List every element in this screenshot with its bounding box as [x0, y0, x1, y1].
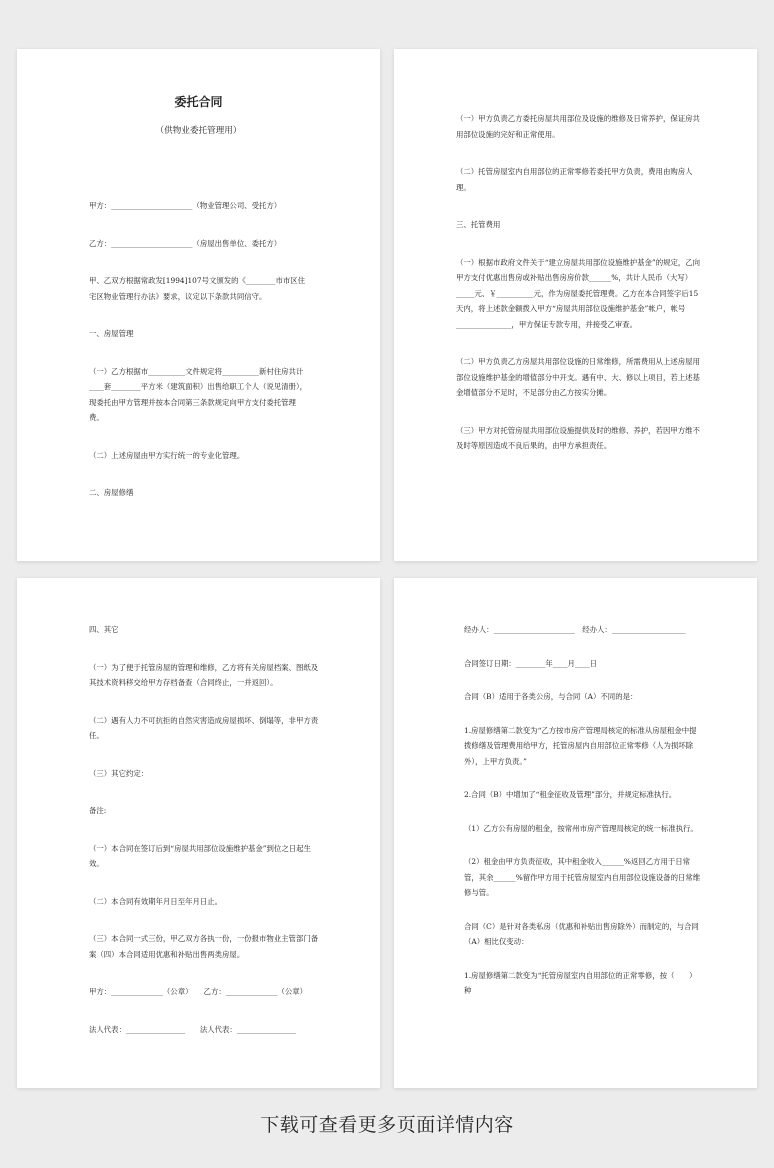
signature-line-2: 法人代表：________________ 法人代表：________________	[89, 1024, 296, 1034]
download-prompt-text: 下载可查看更多页面详情内容	[260, 1114, 514, 1136]
other-paragraph-2: （二）遇有人力不可抗拒的自然灾害造成房屋损坏、倒塌等，非甲方责任。	[89, 715, 319, 740]
repair-paragraph-2: （二）托管房屋室内自用部位的正常零修若委托甲方负责，费用由购房人理。	[456, 167, 693, 192]
section-3-heading: 三、托管费用	[456, 220, 501, 229]
fee-paragraph-3: （三）甲方对托管房屋共用部位设施提供及时的维修、养护，若因甲方维不及时等原因造成不良后果的，由甲方承担责任。	[456, 425, 700, 450]
section-1-paragraph-1: （一）乙方根据市__________文件规定将__________新村住房共计____套________平方米（建筑面积）出售给职工个人（说见清册），现委托由甲方管理并按本合同第三条款规定向甲方支付委托管理费。	[89, 366, 308, 422]
contract-b-item-2-2: （2）租金由甲方负责征收，其中租金收入______%返回乙方用于日常管，其余______%留作甲方用于托管房屋室内自用部位设施设备的日常维修与管。	[464, 857, 701, 897]
note-paragraph-3: （三）本合同一式三份，甲乙双方各执一份，一份报市物业主管部门备案（四）本合同适用优惠和补贴出售两类房屋。	[89, 934, 319, 959]
signing-date-line: 合同签订日期：________年____月____日	[464, 658, 598, 668]
contract-b-intro: 合同（B）适用于各类公房，与合同（A）不同的是：	[464, 692, 638, 701]
document-page-4	[394, 578, 757, 1088]
contract-b-item-1: 1.房屋修缮第二款变为“乙方按市房产管理局核定的标准从房屋租金中提拨修缮及管理费用给甲方，托管房屋内自用部位正常零修（人为损坏除外），上甲方负责。”	[464, 725, 697, 766]
contract-b-item-2-1: （1）乙方公有房屋的租金，按常州市房产管理局核定的统一标准执行。	[464, 823, 698, 833]
section-2-heading: 二、房屋修缮	[89, 488, 134, 497]
repair-paragraph-1: （一）甲方负责乙方委托房屋共用部位及设施的维修及日常养护，保证房共用部位设施的完好和正常使用。	[456, 114, 700, 139]
document-page-3	[17, 578, 380, 1088]
fee-paragraph-2: （二）甲方负责乙方房屋共用部位设施的日常维修，所需费用从上述房屋用部位设施维护基金的增值部分中开支。遇有中、大、修以上项目，若上述基金增值部分不足时，不足部分由乙方按实分摊。	[456, 357, 700, 397]
other-paragraph-1: （一）为了便于托管房屋的管理和维修，乙方将有关房屋档案、图纸及其技术资料移交给甲方存档备查（合同终止，一并返回）。	[89, 662, 319, 687]
fee-paragraph-1: （一）根据市政府文件关于“建立房屋共用部位设施维护基金”的规定，乙向甲方支付优惠出售房或补贴出售房房价款______%，共计人民币（大写）_____元、￥__________元，作为房屋委托管理费。乙方在本合同签字后15天内，将上述款金额拨入甲方“房屋共用部位设施维护基金”帐户，帐号_______________，甲方保证专款专用，并接受乙审查。	[456, 257, 701, 329]
contract-subtitle: （供物业委托管理用）	[155, 126, 242, 136]
document-page-2	[394, 49, 757, 561]
party-a-line: 甲方：______________________（物业管理公司、受托方）	[89, 201, 282, 210]
contract-b-item-2: 2.合同（B）中增加了“租金征收及管理”部分，并规定标准执行。	[464, 790, 677, 799]
contract-c-intro: 合同（C）是针对各类私房（优惠和补贴出售房除外）而制定的，与合同（A）相比仅变动：	[464, 921, 699, 946]
intro-paragraph: 甲、乙双方根据常政发[1994]107号文颁发的《________市市区住宅区物业管理行办法》要求，议定以下条款共同信守。	[89, 276, 306, 301]
note-paragraph-1: （一）本合同在签订后到“房屋共用部位设施维护基金”到位之日起生效。	[89, 843, 311, 868]
section-4-heading: 四、其它	[89, 625, 119, 634]
contract-c-item-1: 1.房屋修缮第二款变为“托管房屋室内自用部位的正常零修，按（ ）种	[464, 970, 697, 995]
party-b-line: 乙方：______________________（房屋出售单位、委托方）	[89, 238, 282, 248]
other-paragraph-3: （三）其它约定：	[89, 768, 149, 778]
handler-line: 经办人：______________________ 经办人：____________________	[464, 625, 686, 634]
document-page-1	[17, 49, 380, 561]
contract-title: 委托合同	[174, 95, 223, 109]
signature-line-1: 甲方：______________（公章） 乙方：______________（公章）	[89, 987, 308, 996]
note-paragraph-2: （二）本合同有效期年月日至年月日止。	[89, 896, 223, 906]
note-label: 备注:	[89, 806, 107, 815]
section-1-heading: 一、房屋管理	[89, 329, 134, 338]
section-1-paragraph-2: （二）上述房屋由甲方实行统一的专业化管理。	[89, 450, 245, 460]
